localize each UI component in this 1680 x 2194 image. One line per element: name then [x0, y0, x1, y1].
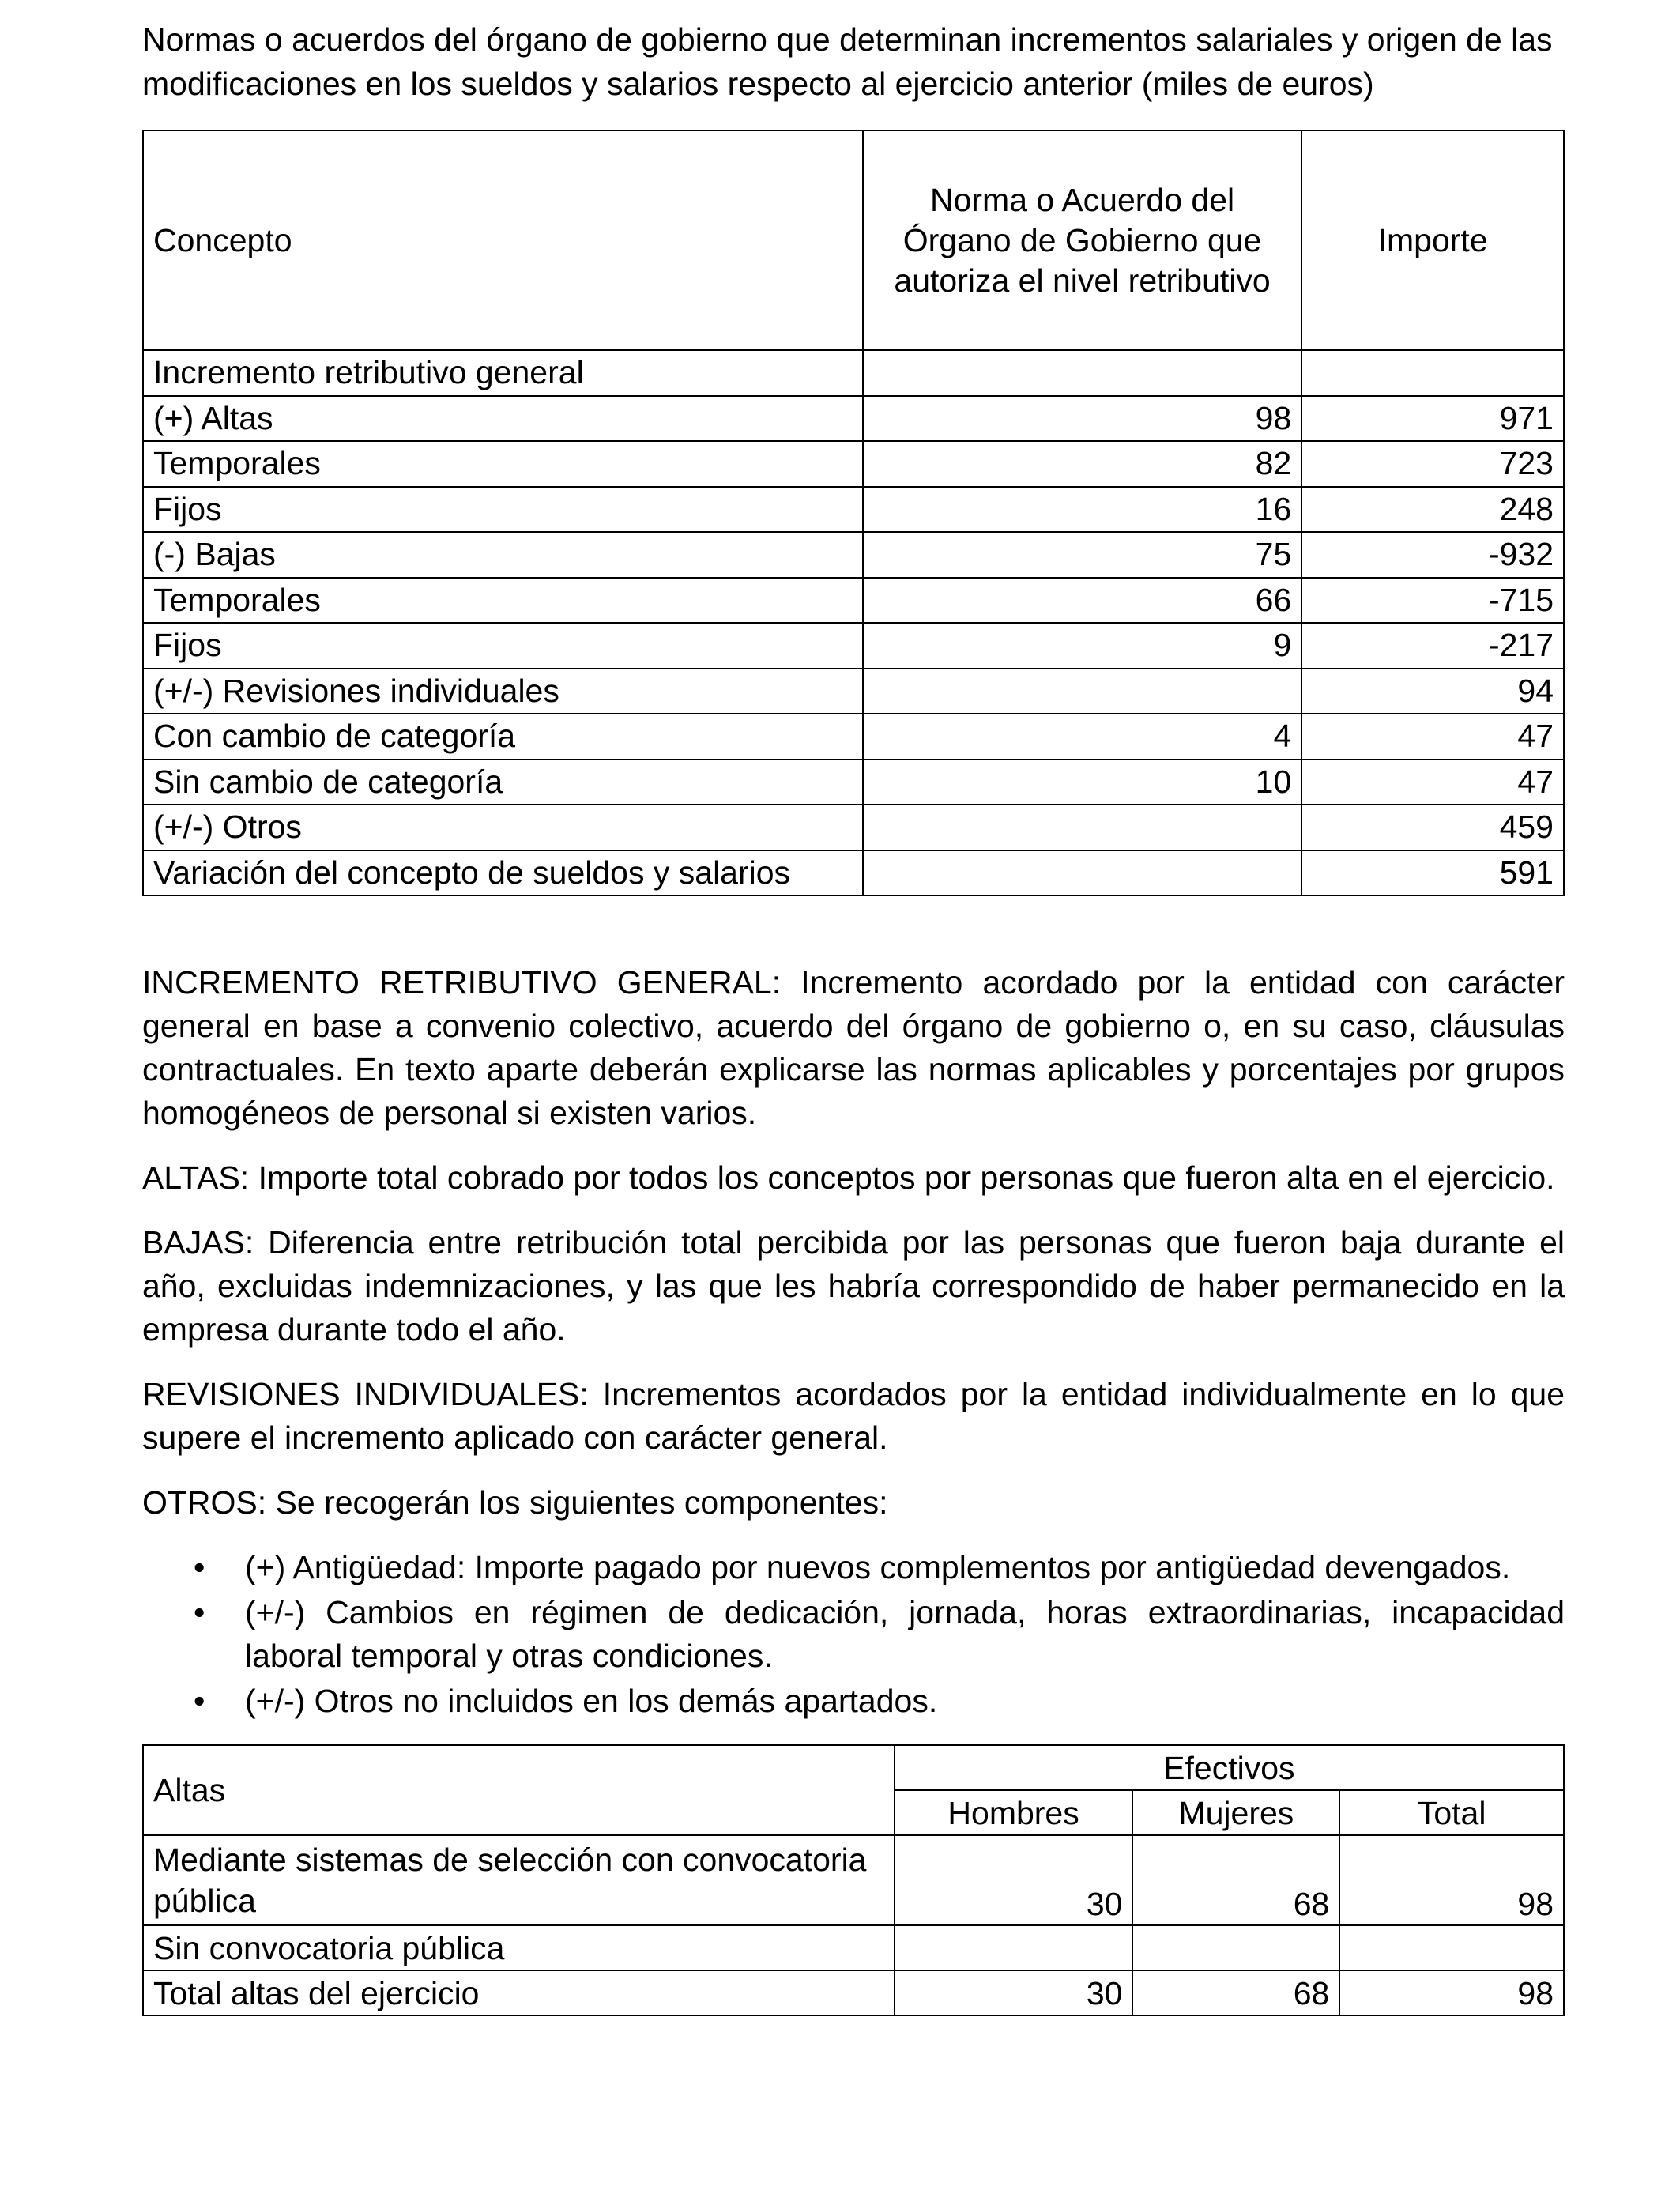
table-row: [143, 623, 1564, 669]
table-row: [143, 1970, 1564, 2015]
definition-revisiones: REVISIONES INDIVIDUALES: Incrementos acordados por la entidad individualmente en lo que supere el incremento aplicado con carácter general.: [142, 1376, 1565, 1456]
salary-modifications-table: [142, 130, 1565, 896]
cell-mujeres: 68: [1132, 1970, 1339, 2015]
cell-norma: 9: [863, 623, 1301, 669]
cell-hombres: 30: [895, 1970, 1133, 2015]
table-row: [143, 578, 1564, 624]
cell-concepto: (+/-) Revisiones individuales: [143, 669, 863, 714]
header-altas: Altas: [143, 1745, 895, 1835]
cell-concepto: Con cambio de categoría: [143, 714, 863, 760]
cell-concepto: Fijos: [143, 623, 863, 669]
cell-norma: [863, 350, 1301, 396]
header-norma: Norma o Acuerdo del Órgano de Gobierno que autoriza el nivel retributivo: [863, 130, 1301, 350]
cell-importe: 723: [1301, 441, 1564, 487]
bullet-icon: •: [194, 1594, 205, 1630]
cell-importe: 591: [1301, 850, 1564, 896]
cell-importe: -217: [1301, 623, 1564, 669]
cell-label: Total altas del ejercicio: [143, 1970, 895, 2015]
header-hombres: Hombres: [895, 1790, 1133, 1835]
table-row: [143, 669, 1564, 714]
cell-concepto: Sin cambio de categoría: [143, 760, 863, 805]
table-row: [143, 350, 1564, 396]
table-row: [143, 760, 1564, 805]
cell-concepto: Temporales: [143, 441, 863, 487]
definitions-section: [142, 961, 1565, 1723]
cell-concepto: (+) Altas: [143, 396, 863, 442]
cell-norma: 10: [863, 760, 1301, 805]
list-item: [142, 1546, 1565, 1589]
cell-concepto: Incremento retributivo general: [143, 350, 863, 396]
cell-total: [1339, 1925, 1564, 1970]
definition-altas: ALTAS: Importe total cobrado por todos los conceptos por personas que fueron alta en el ejercicio.: [142, 1159, 1555, 1196]
header-importe: Importe: [1301, 130, 1564, 350]
bullet-icon: •: [194, 1549, 205, 1585]
cell-importe: 47: [1301, 760, 1564, 805]
cell-label: Sin convocatoria pública: [143, 1925, 895, 1970]
cell-importe: 459: [1301, 805, 1564, 850]
cell-concepto: Temporales: [143, 578, 863, 624]
cell-importe: [1301, 350, 1564, 396]
definition-bajas: BAJAS: Diferencia entre retribución total percibida por las personas que fueron baja durante el año, excluidas indemnizaciones, y las que les habría correspondido de haber permanecido en la empresa durante todo el año.: [142, 1224, 1565, 1348]
cell-label: Mediante sistemas de selección con convocatoria pública: [143, 1835, 895, 1925]
table-row: [143, 714, 1564, 760]
cell-importe: -715: [1301, 578, 1564, 624]
cell-importe: 248: [1301, 487, 1564, 533]
list-item: [142, 1679, 1565, 1723]
document-page: [142, 17, 1565, 2016]
table-row: [143, 1835, 1564, 1925]
table-row: [143, 1925, 1564, 1970]
cell-importe: 47: [1301, 714, 1564, 760]
altas-efectivos-table: [142, 1744, 1565, 2016]
cell-total: 98: [1339, 1970, 1564, 2015]
table-row: [143, 441, 1564, 487]
list-item-text: (+/-) Cambios en régimen de dedicación, jornada, horas extraordinarias, incapacidad laboral temporal y otras condiciones.: [245, 1594, 1565, 1674]
cell-mujeres: 68: [1132, 1835, 1339, 1925]
cell-total: 98: [1339, 1835, 1564, 1925]
bullet-icon: •: [194, 1683, 205, 1719]
cell-importe: 94: [1301, 669, 1564, 714]
cell-norma: [863, 805, 1301, 850]
definition-otros: OTROS: Se recogerán los siguientes componentes:: [142, 1484, 888, 1521]
cell-hombres: 30: [895, 1835, 1133, 1925]
cell-norma: 98: [863, 396, 1301, 442]
cell-norma: 82: [863, 441, 1301, 487]
header-concepto: Concepto: [143, 130, 863, 350]
header-total: Total: [1339, 1790, 1564, 1835]
table-header-row: [143, 130, 1564, 350]
header-efectivos: Efectivos: [895, 1745, 1564, 1790]
cell-norma: 75: [863, 532, 1301, 578]
cell-norma: [863, 850, 1301, 896]
list-item-text: (+) Antigüedad: Importe pagado por nuevos complementos por antigüedad devengados.: [245, 1549, 1511, 1585]
list-item-text: (+/-) Otros no incluidos en los demás apartados.: [245, 1683, 938, 1719]
cell-norma: 16: [863, 487, 1301, 533]
cell-concepto: (-) Bajas: [143, 532, 863, 578]
table-row: [143, 396, 1564, 442]
cell-norma: 4: [863, 714, 1301, 760]
table-row: [143, 850, 1564, 896]
cell-concepto: (+/-) Otros: [143, 805, 863, 850]
cell-hombres: [895, 1925, 1133, 1970]
table-row: [143, 805, 1564, 850]
cell-mujeres: [1132, 1925, 1339, 1970]
cell-importe: 971: [1301, 396, 1564, 442]
cell-concepto: Fijos: [143, 487, 863, 533]
definition-incremento: INCREMENTO RETRIBUTIVO GENERAL: Incremento acordado por la entidad con carácter general en base a convenio colectivo, acuerdo del órgano de gobierno o, en su caso, cláusulas contractuales. En texto aparte deberán explicarse las normas aplicables y porcentajes por grupos homogéneos de personal si existen varios.: [142, 964, 1565, 1131]
table-row: [143, 532, 1564, 578]
cell-norma: [863, 669, 1301, 714]
cell-concepto: Variación del concepto de sueldos y salarios: [143, 850, 863, 896]
table-row: [143, 487, 1564, 533]
header-mujeres: Mujeres: [1132, 1790, 1339, 1835]
section-title: Normas o acuerdos del órgano de gobierno que determinan incrementos salariales y origen de las modificaciones en los sueldos y salarios respecto al ejercicio anterior (miles de euros): [142, 21, 1553, 102]
list-item: [142, 1591, 1565, 1678]
table-header-row: [143, 1745, 1564, 1790]
cell-norma: 66: [863, 578, 1301, 624]
otros-bullet-list: [142, 1546, 1565, 1723]
cell-importe: -932: [1301, 532, 1564, 578]
